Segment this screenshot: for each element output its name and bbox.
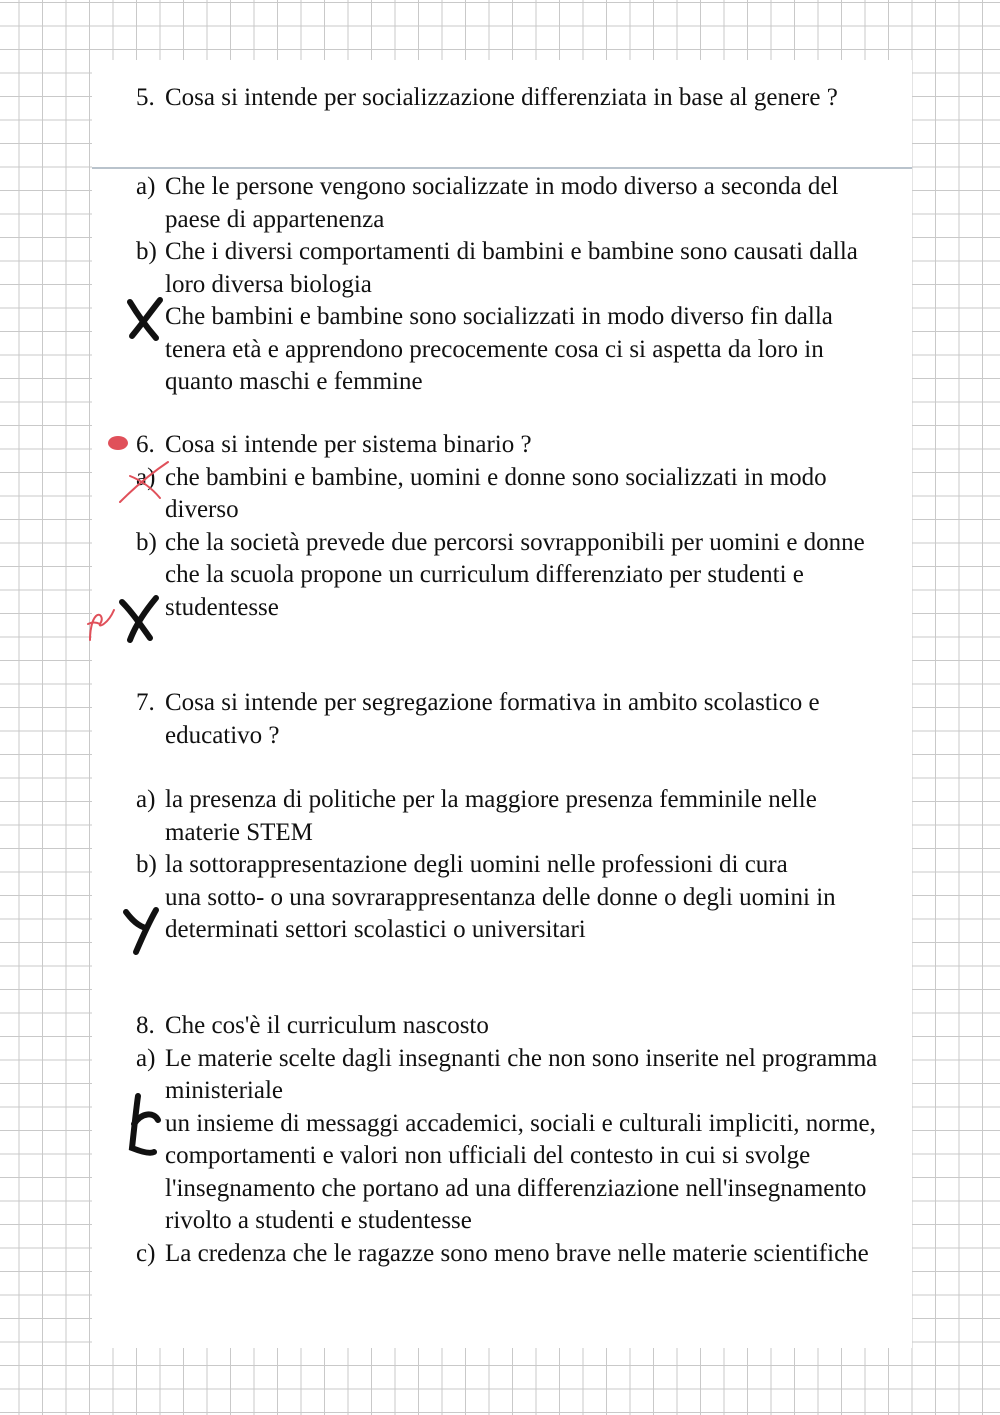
question-text: 7. Cosa si intende per segregazione formativa in ambito scolastico e educativo ? [136,689,820,749]
question-7 [136,687,896,752]
question-8 [136,1010,896,1270]
option-a[interactable]: a) che bambini e bambine, uomini e donne sono socializzati in modo diverso [136,463,827,523]
option-c[interactable]: Che bambini e bambine sono socializzati in modo diverso fin dalla tenera età e apprendono precocemente cosa ci si aspetta da loro in quanto maschi e femmine [165,303,833,395]
question-text: 8. Che cos'è il curriculum nascosto [136,1010,896,1043]
option-c[interactable]: una sotto- o una sovrarappresentanza delle donne o degli uomini in determinati settori scolastici o universitari [165,883,836,943]
question-text: 6. Cosa si intende per sistema binario ? [136,429,896,462]
question-5 [136,82,896,115]
page-divider [92,167,912,169]
options-q7 [136,784,896,947]
question-number: 6. [136,431,155,458]
option-a[interactable]: a) Le materie scelte dagli insegnanti che non sono inserite nel programma ministeriale [136,1044,878,1104]
question-6 [136,429,896,624]
option-b[interactable]: un insieme di messaggi accademici, sociali e culturali impliciti, norme, comportamenti e valori non ufficiali del contesto in cui si svolge l'insegnamento che portano ad una differenziazione nell'insegnamento rivolto a studenti e studentesse [165,1109,876,1234]
option-a[interactable]: a) Che le persone vengono socializzate in modo diverso a seconda del paese di appartenenza [136,173,839,233]
option-c[interactable]: c) La credenza che le ragazze sono meno brave nelle materie scientifiche [136,1239,869,1267]
option-b[interactable]: b) che la società prevede due percorsi sovrapponibili per uomini e donne [136,528,865,556]
option-b[interactable]: b) Che i diversi comportamenti di bambini e bambine sono causati dalla loro diversa biologia [136,238,858,298]
option-b[interactable]: b) la sottorappresentazione degli uomini nelle professioni di cura [136,851,788,878]
question-number: 8. [136,1012,155,1039]
question-text: 5. Cosa si intende per socializzazione differenziata in base al genere ? [136,82,896,115]
options-q5 [136,171,896,399]
question-number: 5. [136,84,155,111]
option-a[interactable]: a) la presenza di politiche per la maggiore presenza femminile nelle materie STEM [136,786,817,846]
option-c[interactable]: che la scuola propone un curriculum differenziato per studenti e studentesse [165,561,804,621]
question-number: 7. [136,689,155,716]
